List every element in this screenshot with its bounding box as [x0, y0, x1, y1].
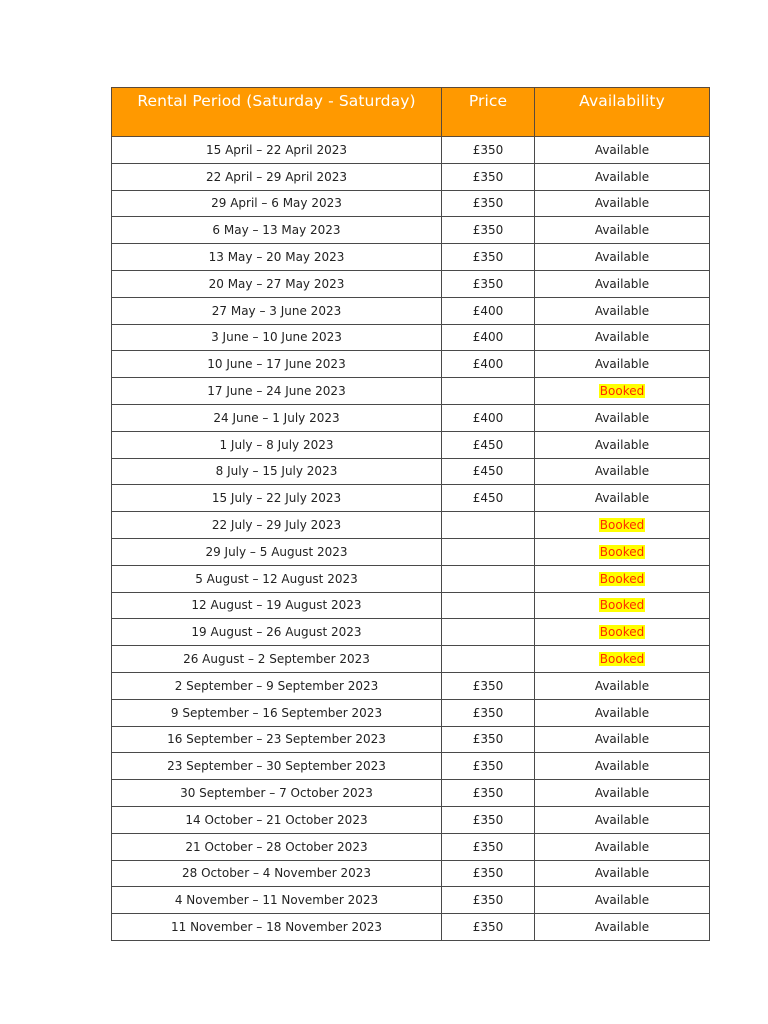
table-row: [112, 914, 710, 941]
table-row: [112, 431, 710, 458]
availability-cell: [535, 699, 710, 726]
availability-cell: [535, 780, 710, 807]
table-row: [112, 860, 710, 887]
rental-period-cell: 14 October – 21 October 2023: [112, 806, 442, 833]
availability-cell: [535, 887, 710, 914]
price-cell: £350: [442, 137, 535, 164]
price-cell: £350: [442, 163, 535, 190]
table-row: [112, 646, 710, 673]
price-cell: [442, 646, 535, 673]
table-row: [112, 619, 710, 646]
price-cell: £350: [442, 833, 535, 860]
price-cell: £350: [442, 726, 535, 753]
rental-availability-table: [111, 87, 710, 941]
table-header: [112, 88, 710, 137]
availability-cell: [535, 137, 710, 164]
rental-period-cell: 12 August – 19 August 2023: [112, 592, 442, 619]
price-cell: £350: [442, 780, 535, 807]
available-text: Available: [594, 303, 650, 318]
table-row: [112, 137, 710, 164]
table-row: [112, 217, 710, 244]
price-cell: [442, 512, 535, 539]
table-row: [112, 672, 710, 699]
available-text: Available: [594, 464, 650, 479]
available-text: Available: [594, 812, 650, 827]
rental-period-cell: 23 September – 30 September 2023: [112, 753, 442, 780]
price-cell: [442, 565, 535, 592]
availability-cell: [535, 806, 710, 833]
available-text: Available: [594, 678, 650, 693]
rental-period-cell: 11 November – 18 November 2023: [112, 914, 442, 941]
header-price: Price: [442, 88, 535, 137]
availability-cell: [535, 646, 710, 673]
availability-cell: [535, 753, 710, 780]
price-cell: £350: [442, 860, 535, 887]
booked-badge: Booked: [599, 544, 645, 559]
table-row: [112, 190, 710, 217]
price-cell: £350: [442, 217, 535, 244]
rental-period-cell: 1 July – 8 July 2023: [112, 431, 442, 458]
availability-cell: [535, 458, 710, 485]
price-cell: [442, 619, 535, 646]
rental-period-cell: 22 April – 29 April 2023: [112, 163, 442, 190]
available-text: Available: [594, 893, 650, 908]
table-row: [112, 887, 710, 914]
price-cell: £450: [442, 431, 535, 458]
rental-period-cell: 28 October – 4 November 2023: [112, 860, 442, 887]
availability-cell: [535, 726, 710, 753]
available-text: Available: [594, 839, 650, 854]
available-text: Available: [594, 759, 650, 774]
table-row: [112, 297, 710, 324]
table-row: [112, 351, 710, 378]
price-cell: £450: [442, 485, 535, 512]
rental-period-cell: 8 July – 15 July 2023: [112, 458, 442, 485]
available-text: Available: [594, 196, 650, 211]
rental-period-cell: 22 July – 29 July 2023: [112, 512, 442, 539]
available-text: Available: [594, 142, 650, 157]
booked-badge: Booked: [599, 625, 645, 640]
available-text: Available: [594, 866, 650, 881]
available-text: Available: [594, 276, 650, 291]
availability-cell: [535, 378, 710, 405]
rental-period-cell: 4 November – 11 November 2023: [112, 887, 442, 914]
price-cell: £400: [442, 324, 535, 351]
available-text: Available: [594, 223, 650, 238]
availability-cell: [535, 351, 710, 378]
rental-period-cell: 27 May – 3 June 2023: [112, 297, 442, 324]
availability-cell: [535, 833, 710, 860]
table-row: [112, 163, 710, 190]
table-row: [112, 592, 710, 619]
availability-cell: [535, 324, 710, 351]
table-body: [112, 137, 710, 941]
available-text: Available: [594, 437, 650, 452]
available-text: Available: [594, 705, 650, 720]
rental-period-cell: 3 June – 10 June 2023: [112, 324, 442, 351]
table-row: [112, 726, 710, 753]
booked-badge: Booked: [599, 384, 645, 399]
available-text: Available: [594, 786, 650, 801]
price-cell: £350: [442, 672, 535, 699]
header-row: [112, 88, 710, 137]
price-cell: [442, 378, 535, 405]
price-cell: £350: [442, 270, 535, 297]
rental-period-cell: 24 June – 1 July 2023: [112, 404, 442, 431]
available-text: Available: [594, 330, 650, 345]
rental-period-cell: 29 April – 6 May 2023: [112, 190, 442, 217]
price-cell: £350: [442, 190, 535, 217]
table-row: [112, 458, 710, 485]
rental-period-cell: 26 August – 2 September 2023: [112, 646, 442, 673]
price-cell: £400: [442, 351, 535, 378]
table-row: [112, 512, 710, 539]
table-row: [112, 404, 710, 431]
table-row: [112, 780, 710, 807]
price-cell: £450: [442, 458, 535, 485]
availability-cell: [535, 163, 710, 190]
availability-cell: [535, 404, 710, 431]
table-row: [112, 538, 710, 565]
availability-cell: [535, 860, 710, 887]
table-row: [112, 699, 710, 726]
price-cell: £350: [442, 806, 535, 833]
table-row: [112, 753, 710, 780]
rental-period-cell: 30 September – 7 October 2023: [112, 780, 442, 807]
table-row: [112, 270, 710, 297]
rental-period-cell: 6 May – 13 May 2023: [112, 217, 442, 244]
price-cell: £350: [442, 887, 535, 914]
availability-cell: [535, 190, 710, 217]
table-row: [112, 833, 710, 860]
rental-period-cell: 13 May – 20 May 2023: [112, 244, 442, 271]
price-cell: £350: [442, 753, 535, 780]
availability-cell: [535, 297, 710, 324]
booked-badge: Booked: [599, 652, 645, 667]
price-cell: £350: [442, 699, 535, 726]
header-rental-period: Rental Period (Saturday - Saturday): [112, 88, 442, 137]
rental-period-cell: 15 July – 22 July 2023: [112, 485, 442, 512]
rental-period-cell: 9 September – 16 September 2023: [112, 699, 442, 726]
availability-cell: [535, 619, 710, 646]
available-text: Available: [594, 169, 650, 184]
rental-period-cell: 10 June – 17 June 2023: [112, 351, 442, 378]
rental-period-cell: 17 June – 24 June 2023: [112, 378, 442, 405]
rental-period-cell: 21 October – 28 October 2023: [112, 833, 442, 860]
booked-badge: Booked: [599, 598, 645, 613]
table-row: [112, 378, 710, 405]
available-text: Available: [594, 410, 650, 425]
price-cell: [442, 592, 535, 619]
available-text: Available: [594, 920, 650, 934]
header-availability: Availability: [535, 88, 710, 137]
rental-period-cell: 15 April – 22 April 2023: [112, 137, 442, 164]
availability-cell: [535, 538, 710, 565]
available-text: Available: [594, 357, 650, 372]
price-cell: £400: [442, 404, 535, 431]
rental-period-cell: 2 September – 9 September 2023: [112, 672, 442, 699]
price-cell: [442, 538, 535, 565]
rental-period-cell: 19 August – 26 August 2023: [112, 619, 442, 646]
booked-badge: Booked: [599, 518, 645, 533]
available-text: Available: [594, 250, 650, 265]
table-row: [112, 244, 710, 271]
availability-cell: [535, 592, 710, 619]
price-cell: £350: [442, 244, 535, 271]
available-text: Available: [594, 732, 650, 747]
availability-cell: [535, 485, 710, 512]
availability-cell: [535, 914, 710, 941]
table-row: [112, 806, 710, 833]
price-cell: £400: [442, 297, 535, 324]
availability-cell: [535, 565, 710, 592]
rental-period-cell: 20 May – 27 May 2023: [112, 270, 442, 297]
availability-cell: [535, 270, 710, 297]
available-text: Available: [594, 491, 650, 506]
availability-cell: [535, 672, 710, 699]
availability-cell: [535, 431, 710, 458]
availability-cell: [535, 244, 710, 271]
availability-cell: [535, 512, 710, 539]
table-row: [112, 565, 710, 592]
rental-period-cell: 16 September – 23 September 2023: [112, 726, 442, 753]
availability-cell: [535, 217, 710, 244]
rental-period-cell: 29 July – 5 August 2023: [112, 538, 442, 565]
rental-period-cell: 5 August – 12 August 2023: [112, 565, 442, 592]
booked-badge: Booked: [599, 571, 645, 586]
price-cell: £350: [442, 914, 535, 941]
table-row: [112, 324, 710, 351]
table-row: [112, 485, 710, 512]
